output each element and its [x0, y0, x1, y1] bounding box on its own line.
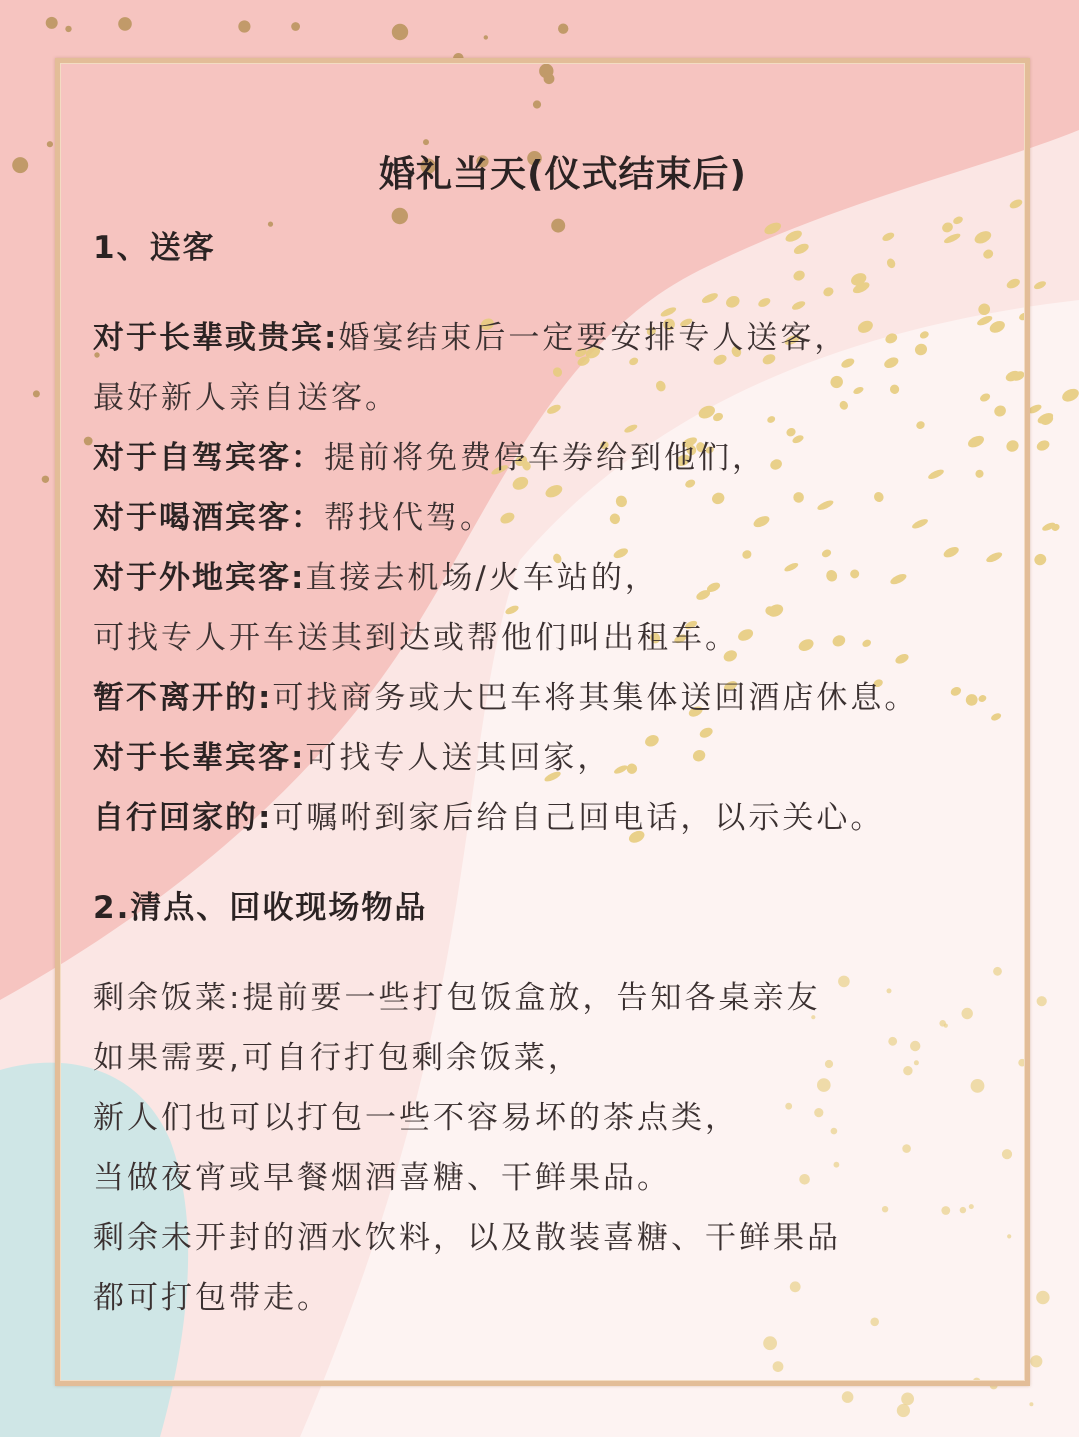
- section-heading-send-off: 1、送客: [93, 230, 216, 266]
- gold-dot: [842, 1391, 854, 1403]
- line-going-home: 自行回家的:可嘱咐到家后给自己回电话，以示关心。: [93, 800, 885, 836]
- line-taxi: 可找专人开车送其到达或帮他们叫出租车。: [93, 620, 739, 656]
- glitter-speck: [65, 26, 71, 32]
- glitter-speck: [392, 24, 408, 40]
- glitter-speck: [33, 390, 40, 397]
- glitter-speck: [484, 35, 488, 39]
- glitter-speck: [291, 22, 300, 31]
- line-newlyweds-send: 最好新人亲自送客。: [93, 380, 399, 416]
- line-take-away: 都可打包带走。: [93, 1280, 331, 1316]
- glitter-speck: [46, 17, 58, 29]
- line-leftover-food: 剩余饭菜:提前要一些打包饭盒放，告知各桌亲友: [93, 980, 821, 1016]
- glitter-speck: [47, 141, 53, 147]
- line-out-of-town: 对于外地宾客:直接去机场/火车站的，: [93, 560, 659, 596]
- line-elders-vip: 对于长辈或贵宾:婚宴结束后一定要安排专人送客，: [93, 320, 849, 356]
- glitter-speck: [558, 24, 568, 34]
- page-title: 婚礼当天(仪式结束后): [379, 154, 747, 195]
- glitter-speck: [118, 17, 132, 31]
- gold-dot: [1037, 996, 1047, 1006]
- glitter-speck: [12, 157, 28, 173]
- glitter-speck: [238, 20, 250, 32]
- gold-dot: [1036, 1291, 1049, 1304]
- section-heading-clean-up: 2.清点、回收现场物品: [93, 890, 428, 926]
- line-self-drive: 对于自驾宾客：提前将免费停车券给到他们，: [93, 440, 766, 476]
- gold-dot: [897, 1404, 910, 1417]
- gold-dot: [1029, 1402, 1033, 1406]
- line-drinking: 对于喝酒宾客：帮找代驾。: [93, 500, 494, 536]
- line-pack-food: 如果需要,可自行打包剩余饭菜，: [93, 1040, 582, 1076]
- line-pack-snacks: 新人们也可以打包一些不容易坏的茶点类，: [93, 1100, 739, 1136]
- glitter-speck: [42, 476, 49, 483]
- line-staying: 暂不离开的:可找商务或大巴车将其集体送回酒店休息。: [93, 680, 919, 716]
- gold-dot: [901, 1393, 914, 1406]
- line-unopened-drinks: 剩余未开封的酒水饮料，以及散装喜糖、干鲜果品: [93, 1220, 841, 1256]
- gold-dot: [1030, 1355, 1042, 1367]
- line-elder-guests: 对于长辈宾客:可找专人送其回家，: [93, 740, 612, 776]
- line-late-snack: 当做夜宵或早餐烟酒喜糖、干鲜果品。: [93, 1160, 671, 1196]
